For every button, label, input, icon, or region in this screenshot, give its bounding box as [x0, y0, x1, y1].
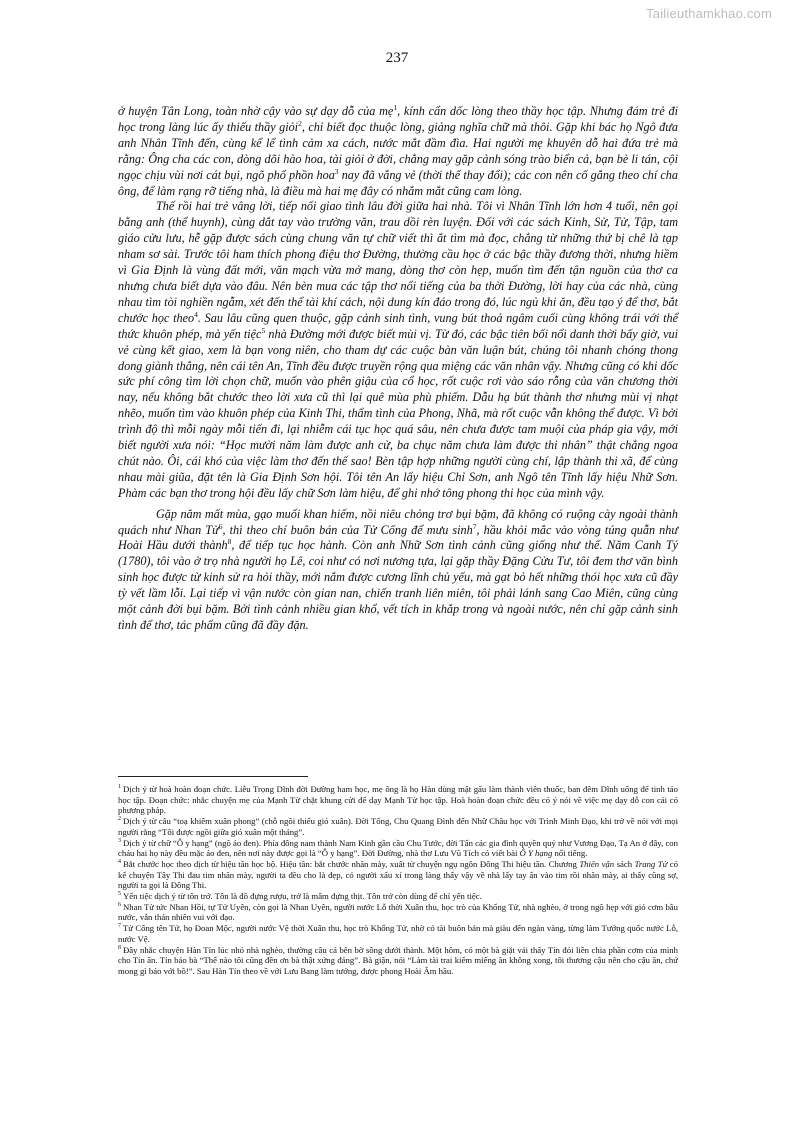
text-run: Dịch ý từ hoà hoàn đoạn chức. Liễu Trọng Dĩnh đời Đường ham học, mẹ ông là họ Hàn dùng mật gấu làm thành viên thuốc, ban đêm Dĩnh uống để tinh táo học tập. Đoạn chức: nhắc chuyện mẹ của Mạnh Tử chặt khung cửi để dạy Mạnh Tử học tập. Hoà hoàn đoạn chức đều có ý nói về việc mẹ dạy dỗ con cái có phương pháp. [118, 784, 678, 816]
page-number: 237 [385, 50, 409, 66]
footnote-ref: 1 [393, 102, 398, 112]
footnote-number: 7 [118, 923, 121, 930]
italic-title: Ô Y hạng [519, 848, 553, 859]
text-run: Thế rồi hai trẻ vâng lời, tiếp nối giao tình lâu đời giữa hai nhà. Tôi vì Nhân Tĩnh lớn hơn 4 tuổi, nên gọi bằng anh (thể huynh), cùng dắt tay vào trường văn, trau dồi rèn luyện. Đối với các sách Kinh, Sử, Tử, Tập, tam giáo cửu lưu, hễ gặp được sách cùng chung văn tự chữ viết thì ắt tìm mà đọc, chẳng từ những thứ bị chê là tạp nham sơ sài. Trước tôi ham thích phong điệu thơ Đường, thường cầu học ở các bậc thầy đương thời, nhưng hiềm vì Gia Định là vùng đất mới, văn mạch vừa mở mang, dòng thơ còn hẹp, muốn tìm đến tận nguồn của thơ ca nhưng chưa biết dựa vào đâu. Nên bèn mua các tập thơ nổi tiếng của ba thời Đường, lời hay của các nhà, cùng nhau tìm tòi nghiền ngẫm, xét đến thể tài khí cách, nội dung kín đáo trong đó, lúc ngủ khi ăn, đều tạo ý để thơ, bắt chước học theo [118, 199, 678, 325]
footnote-number: 1 [118, 784, 121, 791]
footnote-number: 4 [118, 859, 121, 866]
footnote-ref: 3 [334, 166, 339, 176]
footnote [118, 838, 678, 859]
text-run: Đây nhắc chuyện Hàn Tín lúc nhỏ nhà nghèo, thường câu cá bên bờ sông dưới thành. Một hôm, có một bà giặt vải thấy Tín đói liền chia phần cơm của mình cho Tín ăn. Tín bảo bà “Thế nào tôi cũng đền ơn bà thật xứng đáng”. Bà giận, nói “Làm tài trai kiếm miếng ăn không xong, tôi thương cậu nên cho cậu ăn, chứ mong gì báo với bồ!”. Sau Hàn Tín theo về với Lưu Bang làm tướng, được phong Hoài Âm hầu. [118, 944, 678, 976]
footnote-ref: 8 [227, 537, 232, 547]
text-run: có kể chuyện Tây Thi đau tim nhăn mày, người ta đều cho là đẹp, có người xấu xí trong làng thấy vậy về nhà lấy tay ấn vào tim rồi nhăn mày, ai thấy cũng sợ, người ta gọi là Đông Thi. [118, 858, 679, 891]
paragraph [118, 199, 678, 501]
footnote [118, 902, 678, 923]
text-run: Bắt chước học theo dịch từ hiệu tần học bộ. Hiệu tần: bắt chước nhăn mày, xuất từ chuyện ngụ ngôn Đông Thi hiệu tần. Chương [123, 858, 580, 869]
text-run: sách [614, 858, 635, 869]
paragraph [118, 104, 678, 199]
text-run: Nhan Tử tức Nhan Hồi, tự Tử Uyên, còn gọi là Nhan Uyên, người nước Lỗ thời Xuân thu, học trò của Khổng Tử, nhà nghèo, ở trong ngõ hẹp với giỏ cơm bầu nước, vẫn thản nhiên vui với đạo. [118, 901, 678, 923]
text-run: Dịch ý từ chữ “Ô y hạng” (ngõ áo đen). Phía đông nam thành Nam Kinh gần cầu Chu Tước, đời Tấn các gia đình quyền quý như Vương Đạo, Tạ An ở đây, con cháu hai họ này đều mặc áo đen, nên nơi này được gọi là “Ô y hạng”. Đời Đường, nhà thơ Lưu Vũ Tích có viết bài [118, 837, 678, 859]
text-run: Gặp năm mất mùa, gạo muối khan hiếm, nồi niêu chỏng trơ bụi bặm, đã không có ruộng cày ngoài thành quách như Nhan Tử [118, 506, 678, 537]
footnote-number: 5 [118, 891, 121, 898]
footnote-number: 6 [118, 901, 121, 908]
text-run: Yến tiệc dịch ý từ tôn trở. Tôn là đồ đựng rượu, trở là mâm đựng thịt. Tôn trở còn dùng để chỉ yến tiệc. [123, 891, 482, 902]
footnote [118, 816, 678, 837]
footnote-number: 3 [118, 837, 121, 844]
footnote-separator [118, 776, 308, 777]
footnote-ref: 4 [194, 309, 198, 319]
text-run: Tử Cống tên Tứ, họ Đoan Mộc, người nước Vệ thời Xuân thu, học trò Khổng Tử, nhờ có tài buôn bán mà giàu đến ngàn vàng, từng làm Tướng quốc nước Lỗ, nước Vệ. [118, 923, 678, 944]
text-run: . Sau lâu cũng quen thuộc, gặp cảnh sinh tình, vung bút thoả ngâm cuối cùng không trái với thể thức khuôn phép, mà yến tiệc [118, 310, 678, 341]
paragraph [118, 507, 678, 634]
text-run: , để tiếp tục học hành. Còn anh Nhữ Sơn tình cảnh cũng giống như thế. Năm Canh Tý (1780), tôi vào ở trọ nhà người họ Lê, coi như có nơi nương tựa, lại gặp thầy Đặng Cửu Tư, tôi đem thơ văn bình sinh học được từ kinh sử ra hỏi thầy, mới nắm được cương lĩnh chủ yếu, mà gạt bỏ hết những thói học xưa cũ đầy tỳ vết lầm lỗi. Lại tiếp vì vận nước còn gian nan, chiến tranh liên miên, tôi phải lánh sang Cao Miên, cũng cùng một cảnh đời bụi bặm. Bởi tình cảnh nhiều gian khổ, vết tích in khắp trong và ngoài nước, nên chỉ gặp cảnh sinh tình để thơ, tác phẩm cũng đã đầy đặn. [118, 538, 679, 632]
footnote [118, 923, 678, 944]
text-run: , kính cẩn dốc lòng theo thầy học tập. Nhưng đám trẻ đi học trong làng lúc ấy thiếu thầy giỏi [118, 104, 679, 134]
footnote-ref: 6 [218, 521, 223, 531]
italic-title: Thiên vận [579, 858, 615, 869]
footnote [118, 859, 678, 891]
footnote-ref: 2 [298, 118, 302, 128]
footnote-ref: 5 [261, 325, 266, 335]
footnote-number: 8 [118, 944, 121, 951]
text-run: , hầu khỏi mắc vào vòng túng quẫn như Hoài Hầu dưới thành [118, 522, 678, 553]
footnote [118, 784, 678, 816]
text-run: nhà Đường mới được biết mùi vị. Từ đó, các bậc tiên bối nổi danh thời bấy giờ, vui vẻ cùng kết giao, xem là bạn vong niên, cho tham dự các cuộc bàn văn luận bút, chúng tôi nhanh chóng thong dong giành thắng, nên cái tên An, Tĩnh đều được truyền rộng qua miệng các văn nhân vậy. Nhưng cũng có khi dốc sức phí công tìm lời chọn chữ, muốn vào phên giậu của cổ học, rốt cuộc rơi vào sáo rỗng của văn chương thời nay, nếu không bắt chước theo lời xưa cũ thì lại quê mùa phù phiếm. Dẫu hạ bút thành thơ nhưng mùi vị nhạt nhẽo, muốn tìm vào khuôn phép của Kinh Thi, thẩm tình của Phong, Nhã, mà rốt cuộc vẫn không thể được. Vì bởi trình độ thì mỗi ngày mỗi tiến đi, lại nhiễm cái tục học quá sâu, nên chưa được tam muội của pháp gia vậy, mới biết người xưa nói: “Học mười năm làm được anh cử, ba chục năm chưa làm được thi nhân” thật chẳng ngoa chút nào. Ôi, cái khó của việc làm thơ đến thế sao! Bèn tập hợp những người cùng chí, lập thành thi xã, để cùng nhau mài giũa, đặt tên là Gia Định Sơn hội. Tôi tên An lấy hiệu Chỉ Sơn, anh Ngô tên Tĩnh lấy hiệu Nhữ Sơn. Phàm các bạn thơ trong hội đều lấy chữ Sơn làm hiệu, để ghi nhớ tông phong thi học của mình vậy. [118, 326, 678, 500]
text-run: , thì theo chí buôn bán của Tử Cống để mưu sinh [222, 522, 473, 537]
main-text [118, 104, 678, 634]
text-run: nay đã vắng vẻ (thời thế thay đổi); các con nên cố gắng theo chí cha ông, để làm rạng rỡ tiếng nhà, là điều mà hai mẹ đây có nhắm mắt cũng cam lòng. [118, 167, 678, 198]
footnote-number: 2 [118, 816, 121, 823]
italic-title: Trang Tử [634, 858, 668, 869]
footnote [118, 945, 678, 977]
text-run: nổi tiếng. [552, 848, 588, 859]
text-run: ở huyện Tân Long, toàn nhờ cậy vào sự dạy dỗ của mẹ [118, 104, 394, 118]
footnote-ref: 7 [472, 521, 477, 531]
footnotes [118, 784, 678, 977]
text-run: Dịch ý từ câu “toạ khiếm xuân phong” (chỗ ngồi thiếu gió xuân). Đời Tống, Chu Quang Đình đến Nhữ Châu học với Trình Minh Đạo, khi trở về nói với mọi người rằng “Tôi được ngồi giữa gió xuân một tháng”. [118, 816, 678, 837]
text-run: , chỉ biết đọc thuộc lòng, giảng nghĩa chữ mà thôi. Gặp khi bác họ Ngô đưa anh Nhân Tĩnh đến, cùng kể lể tình cảm xa cách, nước mắt đầm đìa. Hai người mẹ khuyên dỗ hai đứa trẻ mà rằng: Ông cha các con, dòng dõi hào hoa, tài giỏi ở đời, chẳng may gặp cảnh sóng trào biển cả, bạn bè li tán, cội ngọc chịu vùi nơi cát bụi, ngõ phố phồn hoa [118, 119, 678, 182]
watermark: Tailieuthamkhao.com [646, 6, 772, 21]
footnote [118, 891, 678, 902]
